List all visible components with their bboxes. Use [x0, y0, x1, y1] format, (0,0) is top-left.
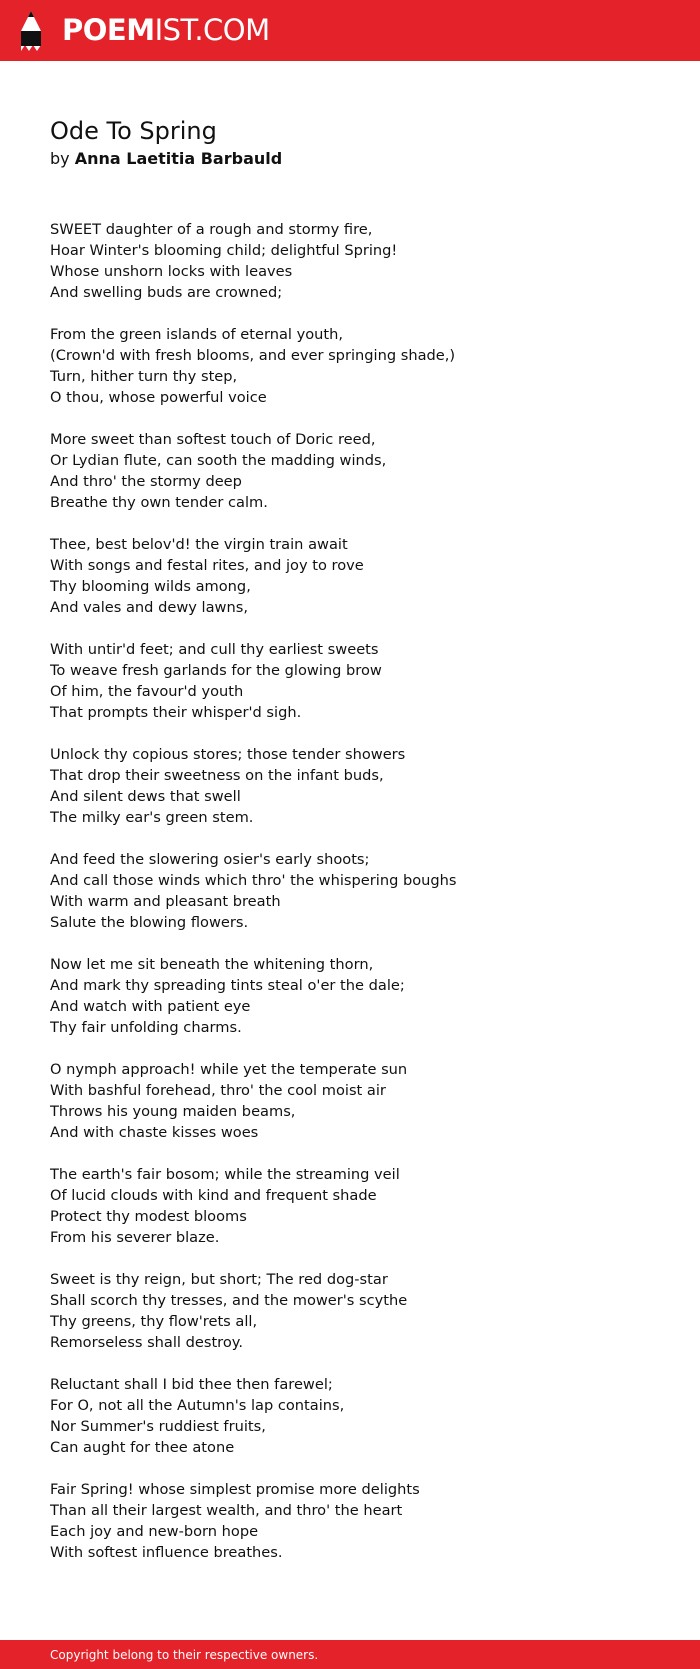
stanza [50, 1479, 670, 1563]
poem-line: And vales and dewy lawns, [50, 599, 248, 616]
poem-line: And watch with patient eye [50, 998, 251, 1015]
stanza [50, 1059, 670, 1143]
by-label: by [50, 149, 70, 168]
poem-line: SWEET daughter of a rough and stormy fire, [50, 221, 373, 238]
poem-line: And mark thy spreading tints steal o'er the dale; [50, 977, 405, 994]
poem-line: From the green islands of eternal youth, [50, 326, 344, 343]
byline [50, 148, 282, 170]
poem-line: O nymph approach! while yet the temperate sun [50, 1061, 408, 1078]
poem-line: Thee, best belov'd! the virgin train await [50, 536, 348, 553]
site-header [0, 0, 700, 61]
poem-line: That drop their sweetness on the infant buds, [50, 767, 384, 784]
poem-line: With softest influence breathes. [50, 1544, 283, 1561]
logo-light-text: IST.COM [154, 13, 270, 47]
poem-line: Of lucid clouds with kind and frequent shade [50, 1187, 377, 1204]
poem-line: Unlock thy copious stores; those tender showers [50, 746, 406, 763]
stanza [50, 1374, 670, 1458]
poem-line: And call those winds which thro' the whispering boughs [50, 872, 457, 889]
poem-line: Sweet is thy reign, but short; The red dog-star [50, 1271, 388, 1288]
stanza [50, 219, 670, 303]
stanza [50, 324, 670, 408]
poem-line: Whose unshorn locks with leaves [50, 263, 293, 280]
poem-line: Thy greens, thy flow'rets all, [50, 1313, 258, 1330]
poem-line: And swelling buds are crowned; [50, 284, 283, 301]
poem-line: Than all their largest wealth, and thro' the heart [50, 1502, 403, 1519]
stanza [50, 1269, 670, 1353]
author-name[interactable]: Anna Laetitia Barbauld [74, 149, 283, 168]
stanza [50, 954, 670, 1038]
copyright-text: Copyright belong to their respective owners. [50, 1648, 319, 1662]
stanza [50, 534, 670, 618]
poem-line: Or Lydian flute, can sooth the madding winds, [50, 452, 387, 469]
logo-bold-text: POEM [62, 13, 155, 47]
poem-line: Now let me sit beneath the whitening thorn, [50, 956, 374, 973]
poem-line: More sweet than softest touch of Doric reed, [50, 431, 376, 448]
poem-body [50, 219, 670, 1584]
pencil-nib-icon[interactable] [18, 9, 44, 53]
poem-line: The milky ear's green stem. [50, 809, 254, 826]
stanza [50, 429, 670, 513]
poem-line: Protect thy modest blooms [50, 1208, 247, 1225]
site-footer [0, 1640, 700, 1669]
poem-line: From his severer blaze. [50, 1229, 220, 1246]
poem-line: Nor Summer's ruddiest fruits, [50, 1418, 266, 1435]
poem-line: Can aught for thee atone [50, 1439, 235, 1456]
poem-line: Throws his young maiden beams, [50, 1103, 296, 1120]
poem-line: Remorseless shall destroy. [50, 1334, 243, 1351]
poem-line: For O, not all the Autumn's lap contains, [50, 1397, 345, 1414]
stanza [50, 849, 670, 933]
poem-line: And thro' the stormy deep [50, 473, 242, 490]
stanza [50, 639, 670, 723]
poem-line: With untir'd feet; and cull thy earliest sweets [50, 641, 379, 658]
poem-line: Hoar Winter's blooming child; delightful Spring! [50, 242, 398, 259]
poem-line: With songs and festal rites, and joy to rove [50, 557, 364, 574]
poem-line: Reluctant shall I bid thee then farewel; [50, 1376, 333, 1393]
poem-line: Thy blooming wilds among, [50, 578, 251, 595]
poem-title: Ode To Spring [50, 117, 217, 145]
site-logo[interactable] [62, 12, 270, 48]
poem-line: And silent dews that swell [50, 788, 241, 805]
poem-line: Salute the blowing flowers. [50, 914, 249, 931]
poem-line: The earth's fair bosom; while the streaming veil [50, 1166, 400, 1183]
poem-line: With warm and pleasant breath [50, 893, 281, 910]
poem-line: O thou, whose powerful voice [50, 389, 267, 406]
poem-line: With bashful forehead, thro' the cool moist air [50, 1082, 386, 1099]
poem-line: Of him, the favour'd youth [50, 683, 244, 700]
poem-line: That prompts their whisper'd sigh. [50, 704, 302, 721]
stanza [50, 744, 670, 828]
poem-line: Breathe thy own tender calm. [50, 494, 268, 511]
poem-line: Turn, hither turn thy step, [50, 368, 238, 385]
stanza [50, 1164, 670, 1248]
poem-line: (Crown'd with fresh blooms, and ever springing shade,) [50, 347, 456, 364]
poem-line: Thy fair unfolding charms. [50, 1019, 242, 1036]
poem-line: Fair Spring! whose simplest promise more delights [50, 1481, 420, 1498]
poem-line: Shall scorch thy tresses, and the mower's scythe [50, 1292, 408, 1309]
poem-line: And feed the slowering osier's early shoots; [50, 851, 370, 868]
poem-line: To weave fresh garlands for the glowing brow [50, 662, 382, 679]
poem-line: Each joy and new-born hope [50, 1523, 259, 1540]
poem-line: And with chaste kisses woes [50, 1124, 259, 1141]
